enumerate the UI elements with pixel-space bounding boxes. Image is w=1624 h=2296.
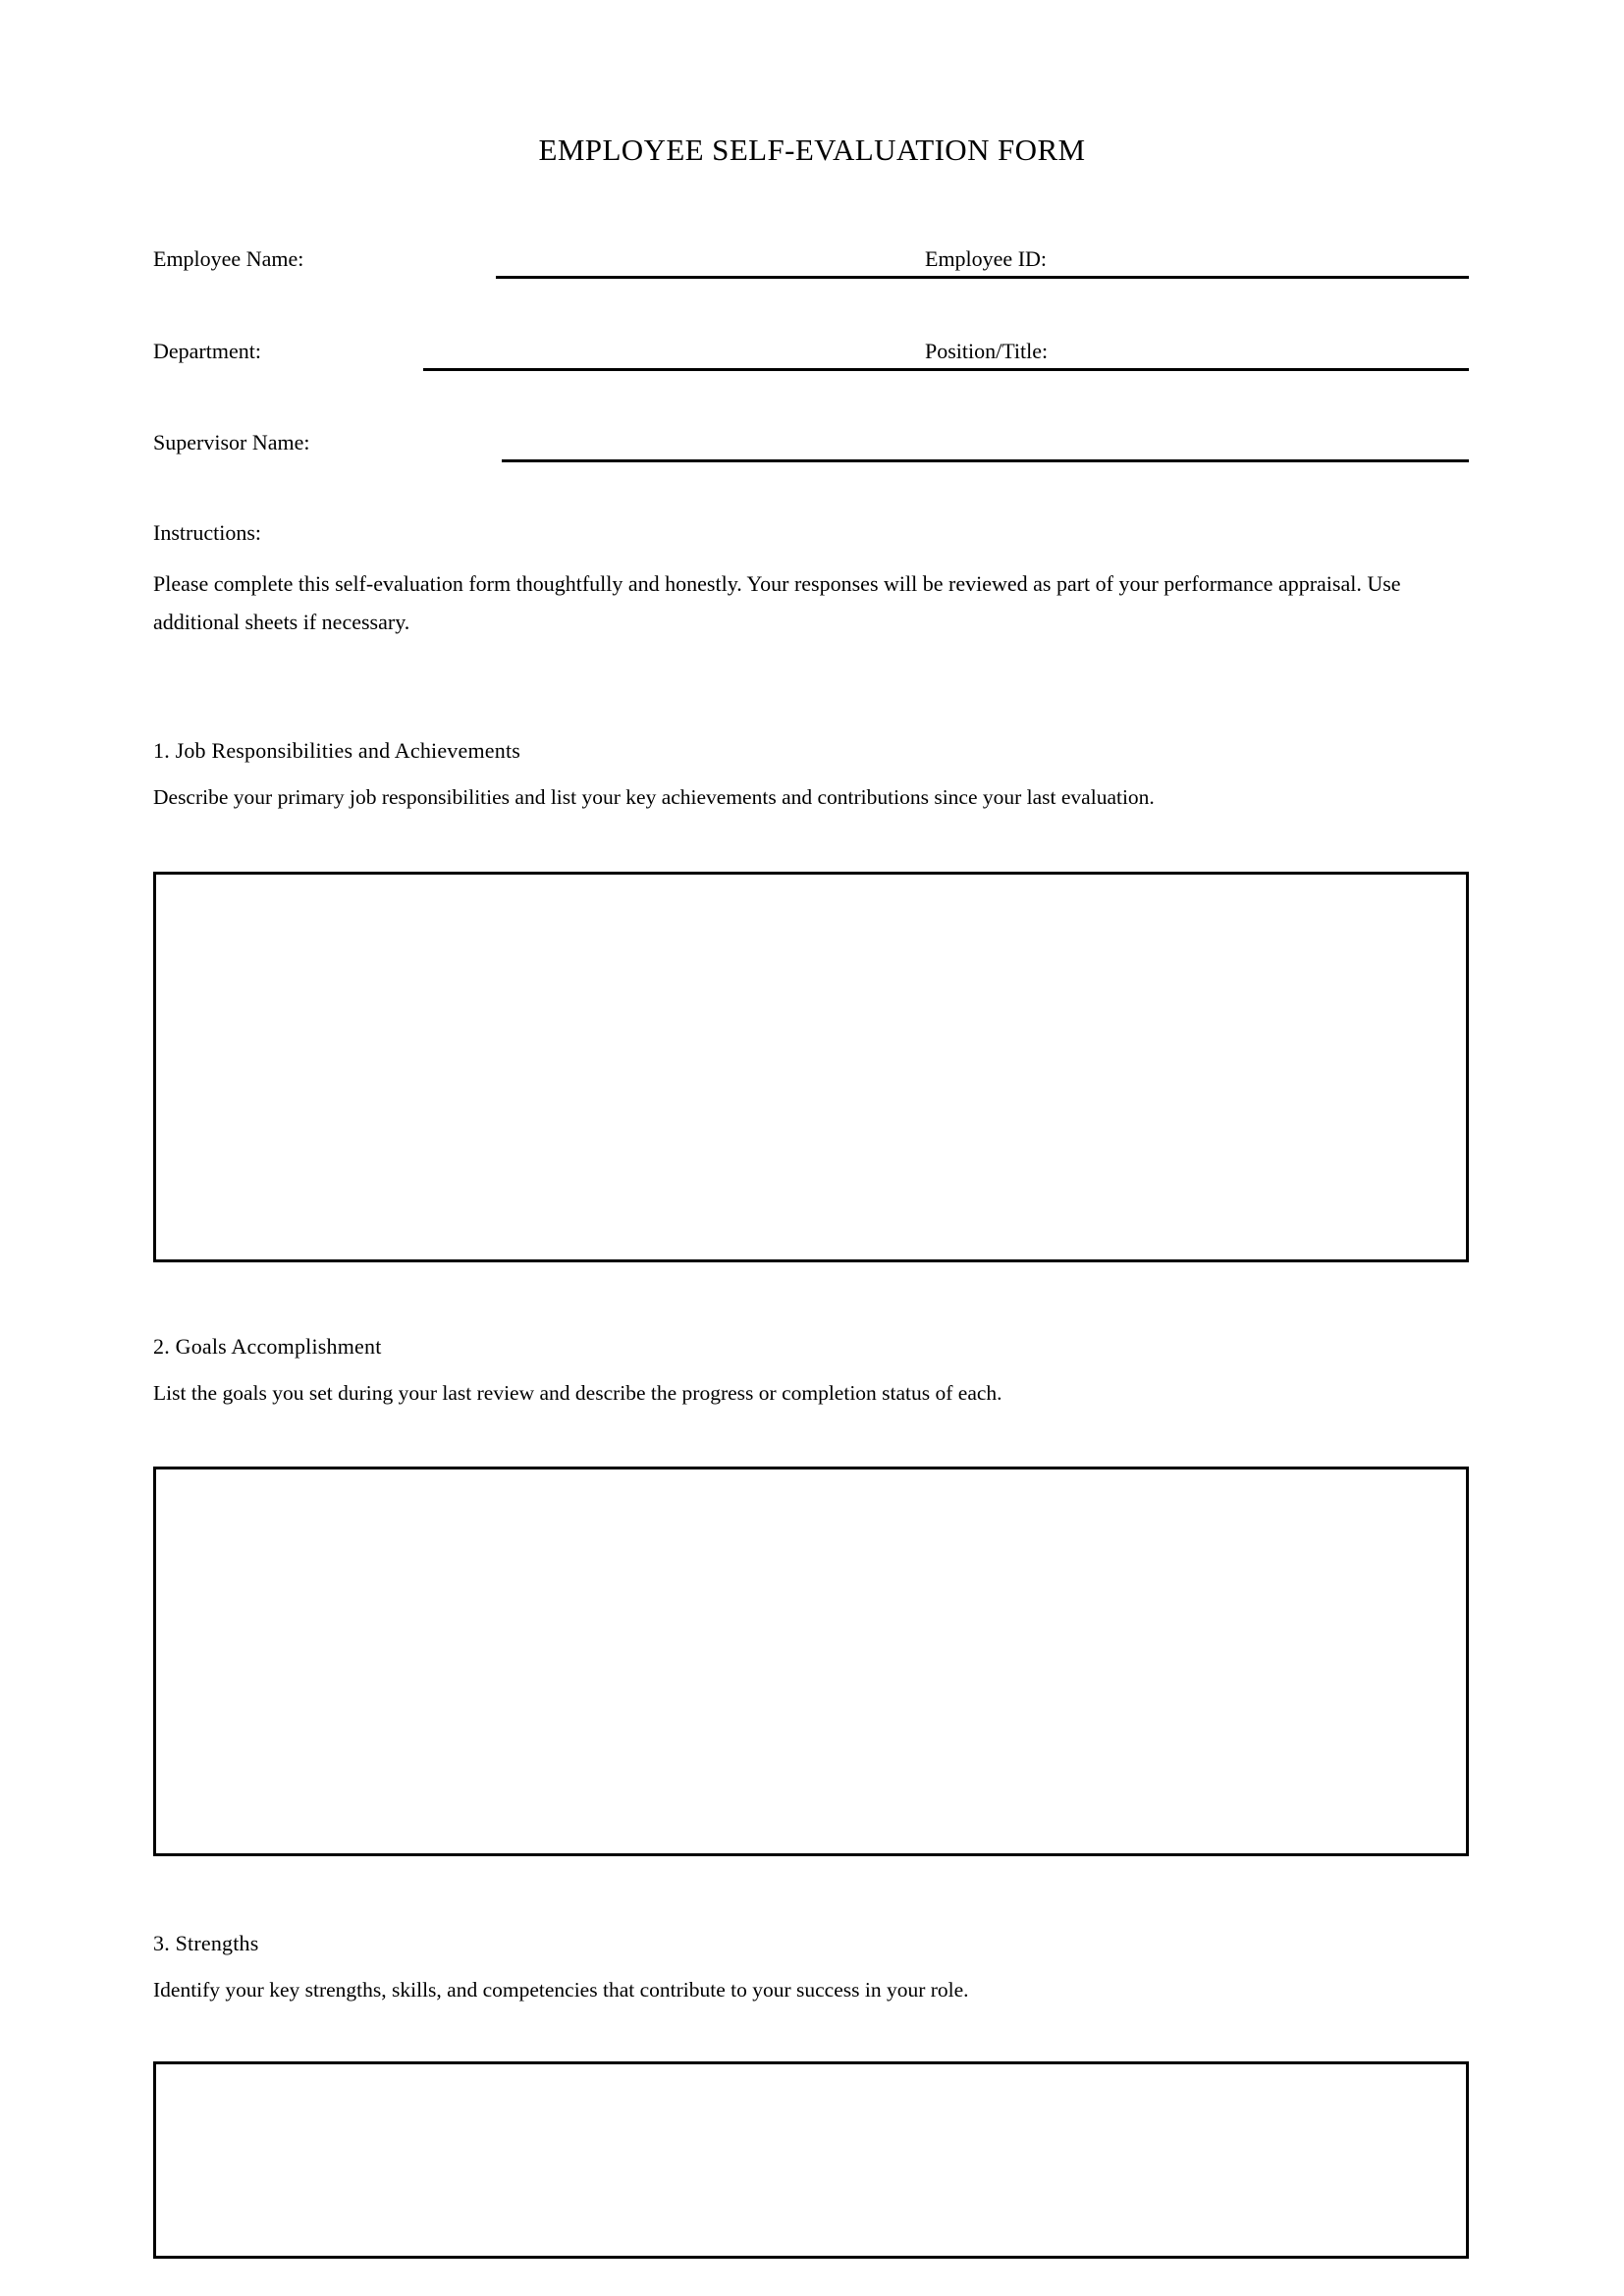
section-strengths [153,1929,1469,2004]
supervisor-name-input-rule[interactable] [502,459,1469,462]
instructions-body: Please complete this self-evaluation form thoughtfully and honestly. Your responses will be reviewed as part of your performance appraisal. Use additional sheets if necessary. [153,571,1401,634]
field-row-employee [153,245,1469,285]
section-job-responsibilities [153,736,1469,812]
page-title: EMPLOYEE SELF-EVALUATION FORM [538,132,1086,167]
department-label: Department: [153,339,261,363]
section-3-heading: 3. Strengths [153,1931,259,1955]
instructions-block [153,518,1469,641]
section-1-heading: 1. Job Responsibilities and Achievements [153,738,521,763]
section-1-description: Describe your primary job responsibilities and list your key achievements and contributions since your last evaluation. [153,785,1155,809]
employee-name-label: Employee Name: [153,246,304,271]
instructions-heading: Instructions: [153,520,261,545]
field-row-supervisor [153,429,1469,468]
department-position-input-rule[interactable] [423,368,1469,371]
section-1-answer-box[interactable] [153,872,1469,1262]
section-2-description: List the goals you set during your last review and describe the progress or completion status of each. [153,1381,1002,1405]
section-3-description: Identify your key strengths, skills, and competencies that contribute to your success in your role. [153,1978,969,2002]
section-2-heading: 2. Goals Accomplishment [153,1334,382,1359]
section-goals-accomplishment [153,1332,1469,1408]
field-row-department [153,338,1469,377]
supervisor-name-label: Supervisor Name: [153,430,310,454]
position-title-label: Position/Title: [925,339,1049,363]
employee-name-id-input-rule[interactable] [496,276,1469,279]
employee-id-label: Employee ID: [925,246,1048,271]
section-2-answer-box[interactable] [153,1467,1469,1856]
section-3-answer-box[interactable] [153,2061,1469,2259]
